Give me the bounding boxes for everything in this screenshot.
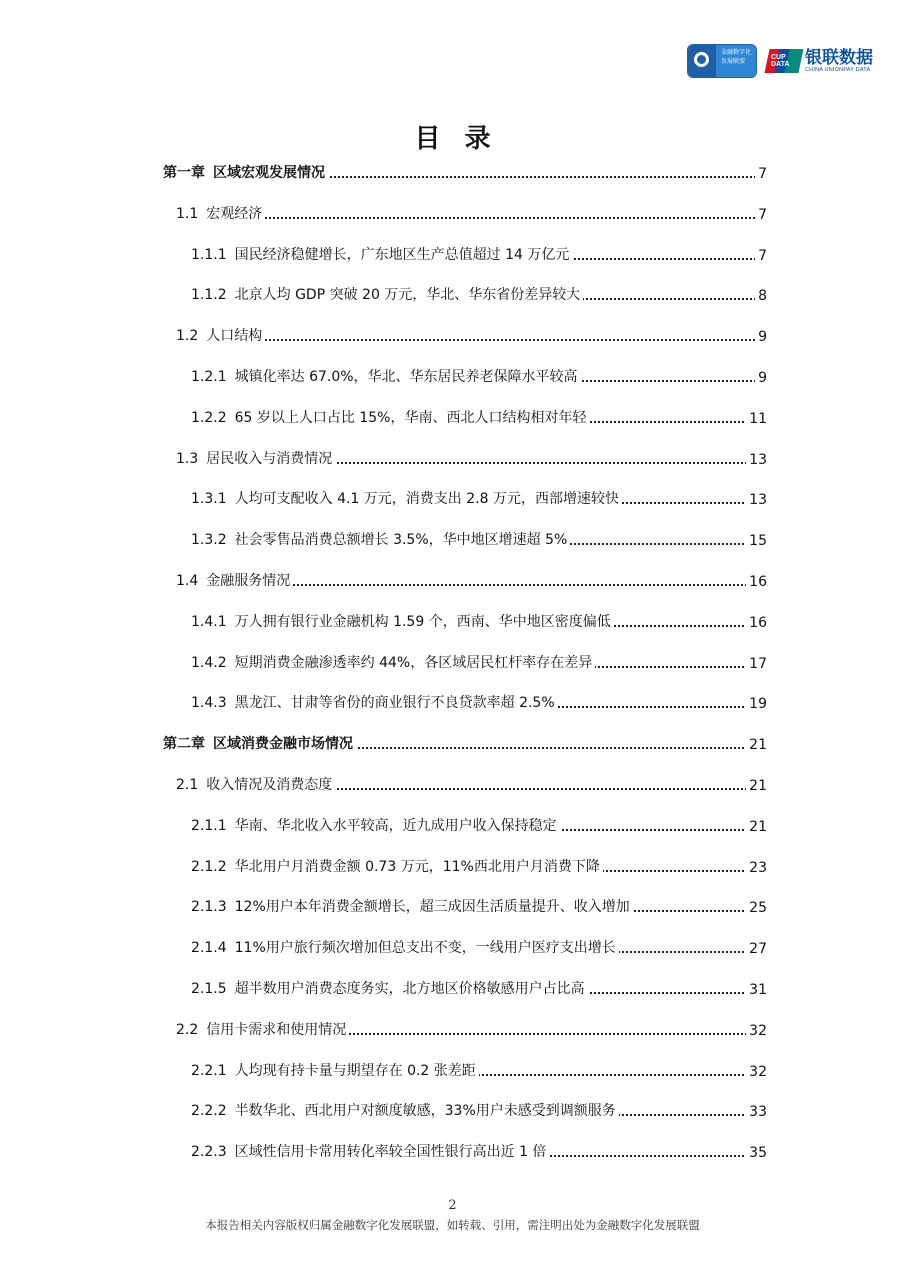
toc-entry-page: 7 [755,207,767,223]
toc-entry-number: 2.1.5 [191,981,227,997]
toc-entry-number: 2.1.1 [191,817,227,834]
toc-entry-number: 1.1.2 [191,287,227,304]
toc-subsection-entry[interactable] [0,1096,905,1126]
toc-subsection-entry[interactable] [0,688,905,718]
toc-entry-number: 2.1.4 [191,940,227,957]
toc-entry-text: 北京人均 GDP 突破 20 万元，华北、华东省份差异较大 [234,287,581,304]
toc-subsection-entry[interactable] [0,240,905,270]
toc-entry-label [191,611,614,631]
toc-subsection-entry[interactable] [0,648,905,678]
toc-entry-page: 21 [746,778,767,794]
toc-entry-page: 32 [746,1023,767,1039]
toc-entry-number: 1.4.3 [191,695,227,712]
copyright-notice: 本报告相关内容版权归属金融数字化发展联盟，如转载、引用，需注明出处为金融数字化发展联盟 [205,1218,700,1232]
toc-entry-page: 33 [746,1104,767,1120]
toc-entry-text: 金融服务情况 [206,573,291,589]
toc-entry-label [176,570,293,590]
toc-section-entry[interactable] [0,1015,905,1045]
toc-entry-number: 1.2.2 [191,409,227,426]
toc-section-entry[interactable] [0,321,905,351]
toc-entry-number: 1.2.1 [191,369,227,385]
toc-subsection-entry[interactable] [0,484,905,514]
toc-entry-text: 半数华北、西北用户对额度敏感，33%用户未感受到调额服务 [234,1103,616,1120]
toc-entry-number: 1.3.2 [191,532,227,549]
toc-entry-text: 华南、华北收入水平较高，近九成用户收入保持稳定 [234,817,557,834]
toc-entry-text: 人均可支配收入 4.1 万元，消费支出 2.8 万元，西部增速较快 [234,491,619,508]
toc-entry-page: 25 [746,900,767,916]
toc-entry-label [176,1019,349,1039]
toc-entry-text: 信用卡需求和使用情况 [206,1021,347,1038]
page-number: 2 [448,1198,457,1213]
footer [0,1198,905,1233]
toc-entry-page: 7 [755,248,767,264]
toc-entry-label [191,978,588,998]
toc-entry-page: 11 [746,411,767,427]
toc-entry-page: 17 [746,656,767,672]
toc-subsection-entry[interactable] [0,852,905,882]
toc-entry-page: 13 [746,492,767,508]
toc-subsection-entry[interactable] [0,525,905,555]
toc-entry-number: 1.4 [176,573,199,589]
toc-entry-page: 27 [746,941,767,957]
toc-subsection-entry[interactable] [0,280,905,310]
toc-entry-number: 1.4.1 [191,613,227,630]
toc-subsection-entry[interactable] [0,892,905,922]
toc-entry-page: 13 [746,452,767,468]
toc-entry-label [191,937,619,957]
toc-entry-label [191,488,622,508]
toc-entry-label [191,652,595,672]
toc-entry-number: 第二章 [163,736,205,753]
toc-entry-number: 2.1 [176,777,199,793]
toc-section-entry[interactable] [0,444,905,474]
toc-entry-label [191,1060,479,1080]
toc-entry-text: 区域消费金融市场情况 [213,736,353,753]
toc-entry-number: 1.1.1 [191,246,227,263]
toc-subsection-entry[interactable] [0,607,905,637]
toc-entry-text: 65 岁以上人口占比 15%，华南、西北人口结构相对年轻 [234,409,587,426]
toc-entry-label [163,162,328,182]
toc-entry-number: 1.1 [176,205,199,222]
toc-entry-label [176,448,335,468]
fintech-alliance-logo [687,44,757,78]
toc-entry-label [191,244,572,264]
toc-entry-label [191,815,560,835]
toc-entry-text: 黑龙江、甘肃等省份的商业银行不良贷款率超 2.5% [234,695,555,712]
toc-entry-page: 19 [746,696,767,712]
toc-subsection-entry[interactable] [0,1137,905,1167]
toc-entry-text: 11%用户旅行频次增加但总支出不变，一线用户医疗支出增长 [234,940,616,957]
toc-entry-label [191,1100,619,1120]
toc-entry-number: 1.3.1 [191,491,227,508]
toc-subsection-entry[interactable] [0,811,905,841]
toc-title: 目录 [414,124,515,154]
cup-badge-text: CUP DATA [771,54,790,68]
alliance-logo-text: 金融数字化发展联盟 [716,45,756,77]
toc-entry-number: 2.2.2 [191,1103,227,1120]
toc-entry-page: 31 [746,982,767,998]
toc-entry-text: 城镇化率达 67.0%，华北、华东居民养老保障水平较高 [234,369,578,385]
toc-subsection-entry[interactable] [0,1056,905,1086]
toc-entry-page: 9 [755,329,767,345]
toc-entry-text: 收入情况及消费态度 [206,777,333,793]
unionpay-data-cn: 银联数据 [805,47,873,68]
toc-entry-label [191,366,581,386]
toc-entry-page: 7 [755,166,767,182]
toc-section-entry[interactable] [0,566,905,596]
toc-section-entry[interactable] [0,199,905,229]
toc-entry-number: 2.1.3 [191,899,227,916]
header-logos [687,44,873,78]
toc-subsection-entry[interactable] [0,403,905,433]
toc-entry-number: 1.4.2 [191,654,227,671]
toc-entry-text: 居民收入与消费情况 [206,450,333,467]
toc-entry-page: 16 [746,615,767,631]
toc-subsection-entry[interactable] [0,933,905,963]
toc-entry-text: 人口结构 [206,328,263,345]
toc-entry-page: 16 [746,574,767,590]
toc-entry-label [191,529,570,549]
toc-entry-number: 1.3 [176,450,199,467]
toc-entry-page: 35 [746,1145,767,1161]
toc-entry-label [191,284,583,304]
toc-entry-page: 15 [746,533,767,549]
toc-entry-label [191,692,558,712]
toc-entry-label [191,407,589,427]
toc-entry-number: 2.2 [176,1021,199,1038]
alliance-mark-icon [688,45,716,77]
toc-entry-label [176,774,335,794]
toc-entry-label [176,325,265,345]
toc-entry-number: 第一章 [163,165,205,181]
toc-chapter-entry[interactable] [0,729,905,759]
toc-entry-text: 人均现有持卡量与期望存在 0.2 张差距 [234,1062,476,1079]
toc-entry-text: 宏观经济 [206,205,263,222]
toc-entry-label [191,856,603,876]
toc-entry-page: 32 [746,1064,767,1080]
cup-data-badge-icon [767,46,801,76]
toc-entry-number: 1.2 [176,328,199,345]
toc-entry-label [163,733,356,753]
toc-entry-text: 超半数用户消费态度务实，北方地区价格敏感用户占比高 [234,981,585,997]
toc-entry-text: 华北用户月消费金额 0.73 万元，11%西北用户月消费下降 [234,858,600,875]
toc-entry-text: 区域性信用卡常用转化率较全国性银行高出近 1 倍 [234,1144,547,1161]
unionpay-data-logo [767,46,873,76]
toc-chapter-entry[interactable] [0,158,905,188]
toc-entry-number: 2.1.2 [191,858,227,875]
toc-section-entry[interactable] [0,770,905,800]
toc-entry-text: 区域宏观发展情况 [213,165,325,181]
toc-entry-label [191,896,633,916]
toc-entry-text: 短期消费金融渗透率约 44%，各区域居民杠杆率存在差异 [234,654,593,671]
toc-entry-page: 23 [746,860,767,876]
toc-entry-text: 万人拥有银行业金融机构 1.59 个，西南、华中地区密度偏低 [234,613,611,630]
toc-entry-text: 12%用户本年消费金额增长，超三成因生活质量提升、收入增加 [234,899,630,916]
toc-entry-page: 9 [755,370,767,386]
toc-entry-text: 国民经济稳健增长，广东地区生产总值超过 14 万亿元 [234,246,570,263]
toc-entry-number: 2.2.1 [191,1062,227,1079]
toc-entry-number: 2.2.3 [191,1144,227,1161]
unionpay-data-en: CHINA UNIONPAY DATA [805,66,871,73]
toc-entry-label [191,1141,549,1161]
toc-entry-label [176,203,265,223]
toc-entry-page: 21 [746,819,767,835]
toc-subsection-entry[interactable] [0,362,905,392]
toc-entry-page: 21 [746,737,767,753]
toc-subsection-entry[interactable] [0,974,905,1004]
toc-entry-text: 社会零售品消费总额增长 3.5%，华中地区增速超 5% [234,532,568,549]
toc-entry-page: 8 [755,288,767,304]
